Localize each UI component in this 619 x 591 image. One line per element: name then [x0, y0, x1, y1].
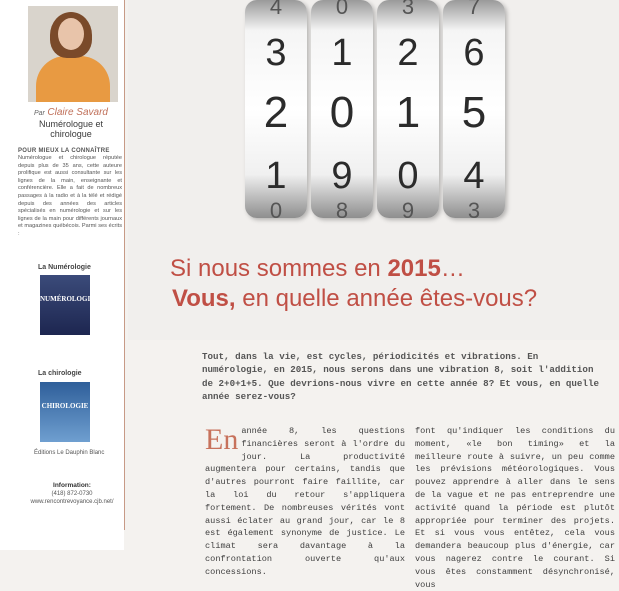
author-photo: [28, 6, 118, 102]
author-sidebar: [0, 0, 124, 550]
body-column-2: font qu'indiquer les conditions du moment, «le bon timing» et la meilleure route à suivre, un peu comme les prévisions météorologiques. Vous pouvez apprendre à aller dans le sens de la vague et ne pas entreprendre une activité quand la période est plutôt appropriée pour terminer des projets. Et si vous vous entêtez, cela vous demandera beaucoup plus d'énergie, car vous nagerez contre le courant. Si vous êtes constamment désynchronisé, vous: [415, 426, 615, 590]
author-role: Numérologue et chirologue: [38, 119, 104, 139]
article-intro: Tout, dans la vie, est cycles, périodicités et vibrations. En numérologie, en 2015, nous serons dans une vibration 8, soit l'addition de 2+0+1+5. Que devrions-nous vivre en cette année 8? Et vous, en quelle année serez-vous?: [202, 351, 599, 403]
author-prefix: Par: [33, 110, 45, 117]
book1-cover: [40, 275, 95, 335]
book2-cover-title: CHIROLOGIE: [41, 402, 89, 410]
article-headline: [170, 255, 600, 315]
headline-line1: Si nous sommes en 2015…: [170, 255, 465, 282]
book1-label: La Numérologie: [38, 264, 91, 271]
body-column-1-text: année 8, les questions financières seront à l'ordre du jour. La productivité augmentera pour certains, tandis que d'autres pourront faire faillite, car la loi du retour s'appliquera fortement. De nombreuses vérités vont aussi éclater au grand jour, car le 8 est également synonyme de justice. Le climat sera davantage à la confrontation ouverte qu'aux concessions.: [205, 426, 405, 577]
book1-cover-title: NUMÉROLOGIE: [40, 295, 95, 303]
author-block: [18, 107, 124, 139]
contact-info: [22, 482, 122, 506]
sidebar-divider: [124, 0, 125, 530]
book2-cover: [40, 382, 90, 442]
publisher: Éditions Le Dauphin Blanc: [34, 450, 105, 456]
number-rollers: [245, 0, 511, 222]
roller-2: 0 1 0 9 8: [311, 0, 373, 218]
roller-1: 4 3 2 1 0: [245, 0, 307, 218]
roller-4: 7 6 5 4 3: [443, 0, 505, 218]
body-column-1: [205, 425, 405, 579]
author-name: Claire Savard: [47, 107, 108, 118]
info-label: Information:: [53, 482, 91, 489]
drop-cap: En: [205, 423, 239, 456]
book2-label: La chirologie: [38, 370, 82, 377]
bio-text: Numérologue et chirologue réputée depuis plus de 35 ans, cette auteure prolifique est aussi consultante sur les lignes de la main, enseignante et conférencière. Elle a fait de nombreux passages à la radio et à la télé et rédigé depuis des années des articles spécialisés en numérologie et sur les lignes de la main pour différents journaux et magazines québécois. Parmi ses écrits :: [18, 155, 122, 237]
headline-line2: Vous, en quelle année êtes-vous?: [172, 285, 538, 312]
roller-3: 3 2 1 0 9: [377, 0, 439, 218]
phone: (418) 872-0730: [51, 491, 93, 497]
bio-heading: POUR MIEUX LA CONNAÎTRE: [18, 148, 110, 154]
website-link[interactable]: www.rencontrevoyance.cjb.net/: [30, 499, 114, 505]
